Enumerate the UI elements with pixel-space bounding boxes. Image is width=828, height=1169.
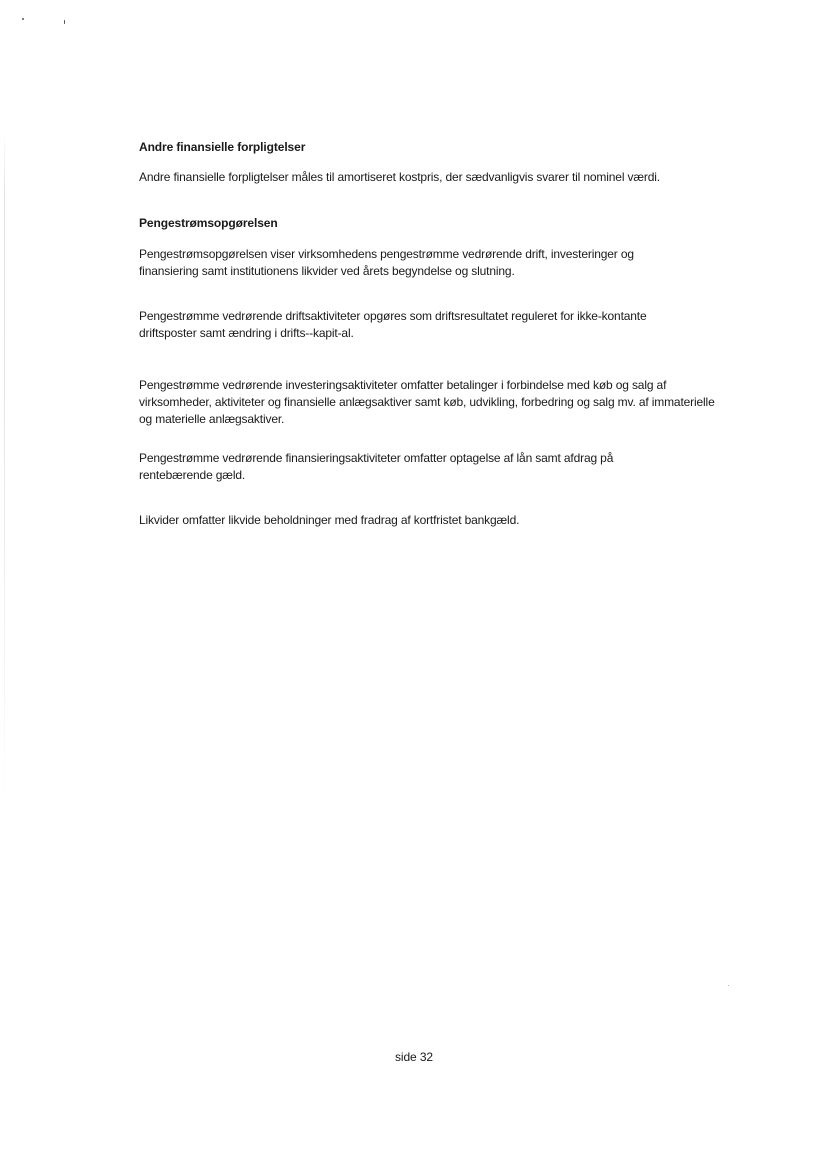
page-number: side 32 — [395, 1050, 433, 1064]
scan-speck — [22, 18, 24, 20]
section-heading-financial-liabilities: Andre finansielle forpligtelser — [139, 140, 306, 154]
paragraph-cash-flow-intro: Pengestrømsopgørelsen viser virksomhedens pengestrømme vedrørende drift, investeringer og finansiering samt institutionens likvider ved årets begyndelse og slutning. — [139, 247, 634, 278]
scan-speck — [728, 985, 729, 986]
paragraph-operating-activities: Pengestrømme vedrørende driftsaktiviteter opgøres som driftsresultatet reguleret for ikke-kontante driftsposter samt ændring i drifts--kapit-al. — [139, 309, 647, 340]
paragraph-financing-activities: Pengestrømme vedrørende finansieringsaktiviteter omfatter optagelse af lån samt afdrag på rentebærende gæld. — [139, 451, 614, 482]
scan-edge-artifact — [4, 130, 5, 810]
scan-speck — [64, 20, 65, 24]
paragraph-investing-activities: Pengestrømme vedrørende investeringsaktiviteter omfatter betalinger i forbindelse med køb og salg af virksomheder, aktiviteter og finansielle anlægsaktiver samt køb, udvikling, forbedring og salg mv. af immaterielle og materielle anlægsaktiver. — [139, 378, 715, 426]
section-heading-cash-flow: Pengestrømsopgørelsen — [139, 216, 278, 230]
paragraph-financial-liabilities: Andre finansielle forpligtelser måles til amortiseret kostpris, der sædvanligvis svarer til nominel værdi. — [139, 170, 660, 184]
paragraph-cash-definition: Likvider omfatter likvide beholdninger med fradrag af kortfristet bankgæld. — [139, 513, 520, 527]
document-body — [139, 134, 739, 529]
